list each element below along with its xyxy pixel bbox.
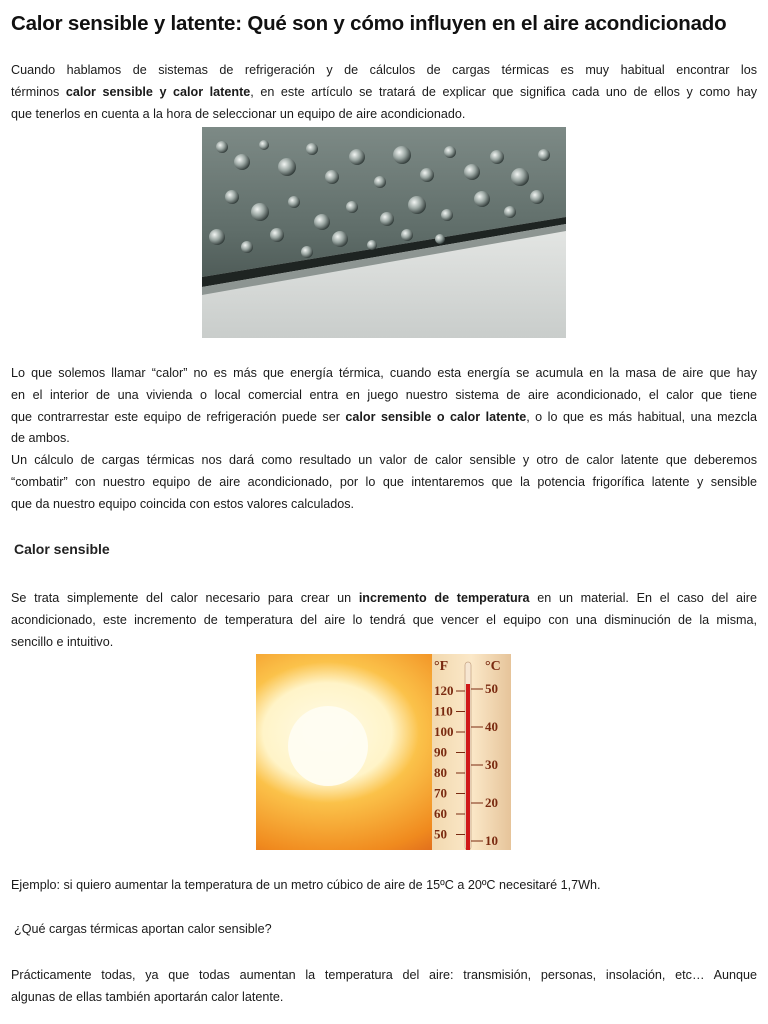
thermometer-unit-f: °F xyxy=(434,659,449,674)
paragraph-cargas xyxy=(11,965,757,1009)
condensation-photo xyxy=(202,127,566,338)
intro-text: , en este artículo se tratará de explicar que significa cada uno de ellos y como hay xyxy=(250,84,757,99)
thermometer-f-tick: 60 xyxy=(434,806,447,821)
intro-line-1: Cuando hablamos de sistemas de refrigeración y de cálculos de cargas térmicas es muy habitual encontrar los xyxy=(11,63,757,77)
thermometer-c-tick: 40 xyxy=(485,719,498,734)
thermometer-c-tick: 20 xyxy=(485,795,498,810)
para2-line-3 xyxy=(11,407,757,429)
thermometer-c-tick: 50 xyxy=(485,681,498,696)
para2-text: , o lo que es más habitual, una mezcla xyxy=(526,409,757,424)
thermometer-c-tick: 30 xyxy=(485,757,498,772)
intro-text: términos xyxy=(11,84,66,99)
para3-line-1: Un cálculo de cargas térmicas nos dará como resultado un valor de calor sensible y otro de calor latente que deberemos xyxy=(11,453,757,468)
para4-bold-term: incremento de temperatura xyxy=(358,591,530,605)
para4-line-3: sencillo e intuitivo. xyxy=(11,634,114,649)
para2-line-4: de ambos. xyxy=(11,431,70,446)
thermometer-c-tick: 10 xyxy=(485,833,498,848)
para4-line-1 xyxy=(11,588,757,610)
thermometer-f-tick: 90 xyxy=(434,744,447,760)
condensation-illustration xyxy=(202,127,566,338)
para4-text: Se trata simplemente del calor necesario para crear un xyxy=(11,591,359,605)
intro-line-2 xyxy=(11,82,757,104)
para3-line-3: que da nuestro equipo coincida con estos valores calculados. xyxy=(11,496,355,511)
intro-bold-terms: calor sensible y calor latente xyxy=(65,84,251,99)
sun-thermometer-illustration xyxy=(256,654,511,850)
sun-thermometer-photo xyxy=(256,654,511,850)
para5-line-1: Prácticamente todas, ya que todas aumentan la temperatura del aire: transmisión, personas, insolación, etc… Aunque xyxy=(11,968,757,982)
paragraph-energia xyxy=(11,363,757,516)
thermometer-f-tick: 70 xyxy=(434,785,447,801)
para2-text: que contrarrestar este equipo de refrigeración puede ser xyxy=(11,409,346,424)
paragraph-calor-sensible xyxy=(11,588,757,653)
thermometer-f-tick: 100 xyxy=(434,724,454,739)
para2-line-2: en el interior de una vivienda o local comercial entra en juego nuestro sistema de aire acondicionado, el calor que tiene xyxy=(11,387,757,402)
para4-text: en un material. En el caso del aire xyxy=(529,591,757,605)
question-heading: ¿Qué cargas térmicas aportan calor sensible? xyxy=(14,922,272,936)
page-title: Calor sensible y latente: Qué son y cómo influyen en el aire acondicionado xyxy=(11,12,727,35)
intro-line-3: que tenerlos en cuenta a la hora de seleccionar un equipo de aire acondicionado. xyxy=(11,106,466,121)
thermometer-f-tick: 50 xyxy=(434,826,447,842)
thermometer-unit-c: °C xyxy=(485,659,501,674)
thermometer-f-tick: 80 xyxy=(434,765,447,780)
thermometer-f-tick: 110 xyxy=(434,703,453,719)
para2-bold-terms: calor sensible o calor latente xyxy=(345,409,527,424)
para3-line-2: “combatir” con nuestro equipo de aire acondicionado, por lo que intentaremos que la potencia frigorífica latente y sensible xyxy=(11,474,757,489)
example-line: Ejemplo: si quiero aumentar la temperatura de un metro cúbico de aire de 15ºC a 20ºC necesitaré 1,7Wh. xyxy=(11,878,601,892)
para4-line-2: acondicionado, este incremento de temperatura del aire lo tendrá que vencer el equipo con una disminución de la misma, xyxy=(11,612,757,627)
section-heading: Calor sensible xyxy=(14,541,110,557)
thermometer-f-tick: 120 xyxy=(434,683,454,698)
para2-line-1: Lo que solemos llamar “calor” no es más que energía térmica, cuando esta energía se acumula en la masa de aire que hay xyxy=(11,366,757,380)
para5-line-2: algunas de ellas también aportarán calor latente. xyxy=(11,989,284,1004)
intro-paragraph xyxy=(11,60,757,125)
